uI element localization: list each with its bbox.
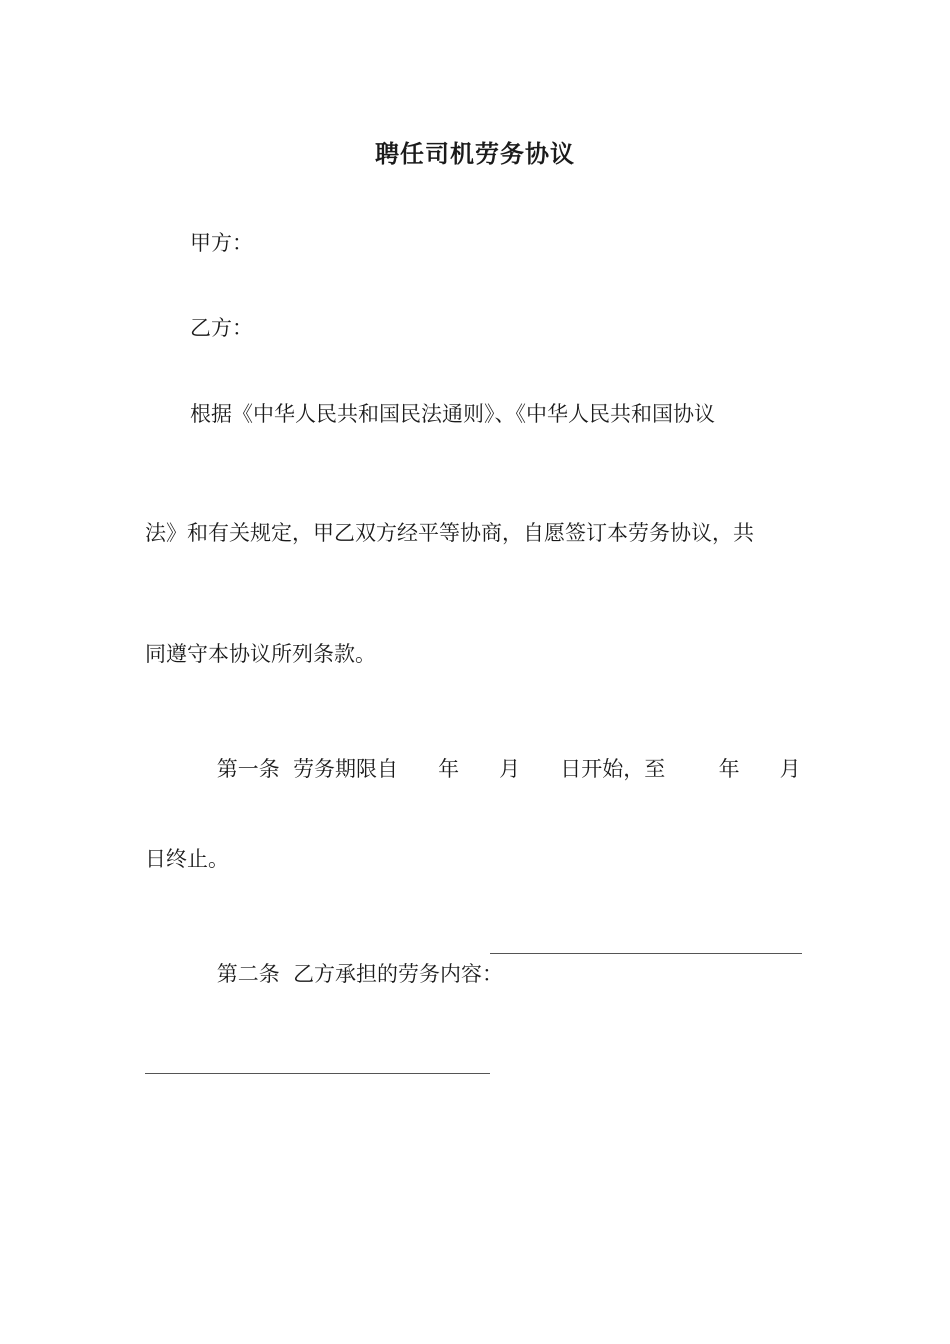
document-title: 聘任司机劳务协议 (375, 140, 575, 168)
article-2-line-1 (190, 929, 503, 1019)
article-2-label: 第二条 (216, 962, 280, 986)
article-2-blank-line-1[interactable] (490, 953, 802, 954)
intro-line-1: 根据《中华人民共和国民法通则》、《中华人民共和国协议 (190, 402, 715, 426)
article-2-blank-line-2[interactable] (145, 1073, 490, 1074)
article-1-label: 第一条 (216, 757, 280, 781)
article-1-line-1 (190, 724, 801, 814)
article-2-text: 乙方承担的劳务内容： (293, 962, 504, 986)
article-1-text: 劳务期限自 年 月 日开始，至 年 月 (293, 757, 801, 781)
article-1-line-2: 日终止。 (145, 847, 229, 871)
party-b-label: 乙方： (190, 316, 253, 340)
intro-line-3: 同遵守本协议所列条款。 (145, 642, 376, 666)
party-a-label: 甲方： (190, 231, 253, 255)
intro-line-2: 法》和有关规定，甲乙双方经平等协商，自愿签订本劳务协议，共 (145, 521, 754, 545)
